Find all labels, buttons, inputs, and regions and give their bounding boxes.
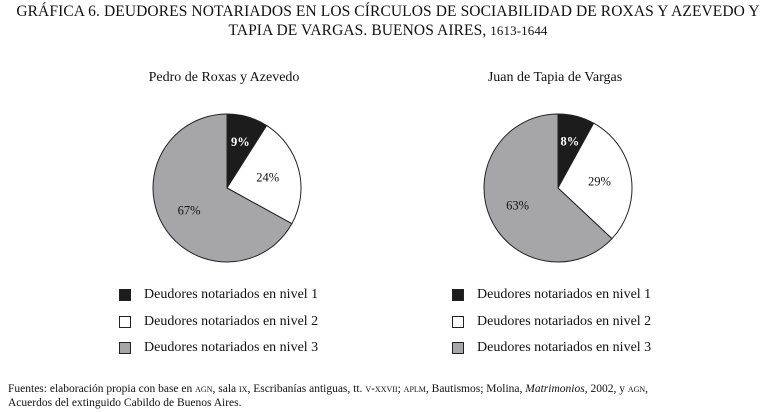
source-text: , Escribanías antiguas, tt.	[247, 383, 366, 395]
slice-label: 29%	[588, 174, 611, 189]
source-abbr-tomos: v-xxvii	[365, 383, 398, 395]
legend-label: Deudores notariados en nivel 1	[477, 287, 652, 303]
source-line2: Acuerdos del extinguido Cabildo de Buenos Aires.	[8, 397, 242, 409]
legend-roxas	[119, 282, 318, 362]
legend-swatch-nivel-2	[119, 316, 131, 328]
source-abbr-sala: ix	[239, 383, 248, 395]
source-work-title: Matrimonios	[525, 383, 585, 395]
chart-title-roxas: Pedro de Roxas y Azevedo	[148, 70, 300, 85]
source-line1	[8, 382, 776, 396]
source-text: , Bautismos; Molina,	[425, 383, 526, 395]
source-abbr-aplm: aplm	[403, 383, 426, 395]
figure-title-line2	[0, 21, 776, 40]
legend-swatch-nivel-3	[119, 342, 131, 354]
figure-title-years: 1613-1644	[490, 23, 548, 38]
source-abbr-agn: agn	[627, 383, 646, 395]
source-abbr-agn: agn	[195, 383, 213, 395]
source-text: , sala	[212, 383, 239, 395]
slice-label: 24%	[256, 170, 280, 185]
figure-title	[0, 2, 776, 40]
legend-item-nivel-3	[119, 335, 318, 362]
slice-label: 8%	[560, 134, 580, 149]
legend-label: Deudores notariados en nivel 3	[477, 340, 652, 356]
source-text: Fuentes: elaboración propia con base en	[8, 383, 196, 395]
legend-swatch-nivel-1	[452, 289, 464, 301]
legend-label: Deudores notariados en nivel 2	[144, 313, 319, 329]
figure-title-line1: GRÁFICA 6. DEUDORES NOTARIADOS EN LOS CÍRCULOS DE SOCIABILIDAD DE ROXAS Y AZEVEDO Y	[16, 3, 760, 20]
legend-label: Deudores notariados en nivel 1	[144, 287, 319, 303]
legend-swatch-nivel-1	[119, 289, 131, 301]
slice-label: 67%	[177, 203, 201, 218]
source-text: , 2002, y	[584, 383, 628, 395]
legend-label: Deudores notariados en nivel 2	[477, 313, 652, 329]
legend-item-nivel-2	[119, 309, 318, 336]
legend-swatch-nivel-2	[452, 316, 464, 328]
slice-label: 63%	[506, 198, 530, 213]
source-text: ;	[397, 383, 404, 395]
pie-chart-roxas	[147, 108, 307, 268]
pie-chart-tapia	[478, 108, 638, 268]
legend-tapia	[452, 282, 651, 362]
figure-title-text: TAPIA DE VARGAS. BUENOS AIRES,	[228, 22, 487, 39]
legend-item-nivel-2	[452, 309, 651, 336]
legend-item-nivel-1	[452, 282, 651, 309]
legend-label: Deudores notariados en nivel 3	[144, 340, 319, 356]
legend-swatch-nivel-3	[452, 342, 464, 354]
legend-item-nivel-1	[119, 282, 318, 309]
source-note	[8, 382, 776, 410]
legend-item-nivel-3	[452, 335, 651, 362]
slice-label: 9%	[231, 134, 250, 149]
source-text: ,	[645, 383, 649, 395]
chart-title-tapia: Juan de Tapia de Vargas	[487, 70, 623, 85]
